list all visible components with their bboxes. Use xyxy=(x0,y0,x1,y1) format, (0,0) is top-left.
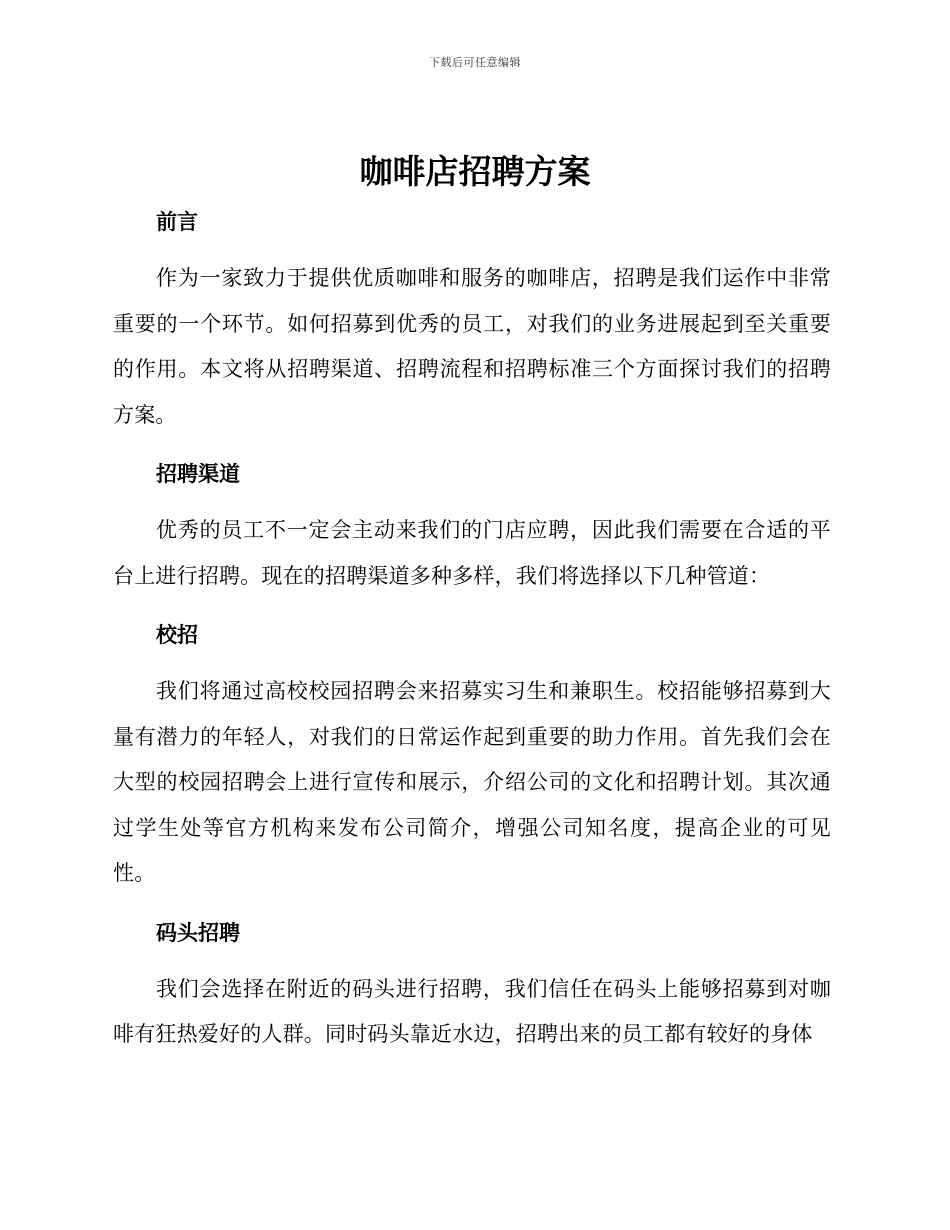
section-channels xyxy=(113,452,831,613)
section-paragraph: 优秀的员工不一定会主动来我们的门店应聘，因此我们需要在合适的平台上进行招聘。现在的招聘渠道多种多样，我们将选择以下几种管道： xyxy=(113,518,831,588)
section-paragraph: 我们将通过高校校园招聘会来招募实习生和兼职生。校招能够招募到大量有潜力的年轻人，对我们的日常运作起到重要的助力作用。首先我们会在大型的校园招聘会上进行宣传和展示，介绍公司的文化和招聘计划。其次通过学生处等官方机构来发布公司简介，增强公司知名度，提高企业的可见性。 xyxy=(113,679,831,885)
section-paragraph: 我们会选择在附近的码头进行招聘，我们信任在码头上能够招募到对咖啡有狂热爱好的人群。同时码头靠近水边，招聘出来的员工都有较好的身体 xyxy=(113,976,831,1046)
section-campus xyxy=(113,613,831,911)
section-heading: 码头招聘 xyxy=(156,920,240,945)
section-preface xyxy=(113,200,831,452)
document-title: 咖啡店招聘方案 xyxy=(359,152,591,191)
document-body xyxy=(113,200,831,1058)
header-note: 下载后可任意编辑 xyxy=(429,56,521,69)
section-heading: 前言 xyxy=(156,210,198,234)
section-dock xyxy=(113,911,831,1058)
section-heading: 校招 xyxy=(156,623,198,647)
section-paragraph: 作为一家致力于提供优质咖啡和服务的咖啡店，招聘是我们运作中非常重要的一个环节。如何招募到优秀的员工，对我们的业务进展起到至关重要的作用。本文将从招聘渠道、招聘流程和招聘标准三个方面探讨我们的招聘方案。 xyxy=(113,266,831,427)
section-heading: 招聘渠道 xyxy=(156,462,240,486)
